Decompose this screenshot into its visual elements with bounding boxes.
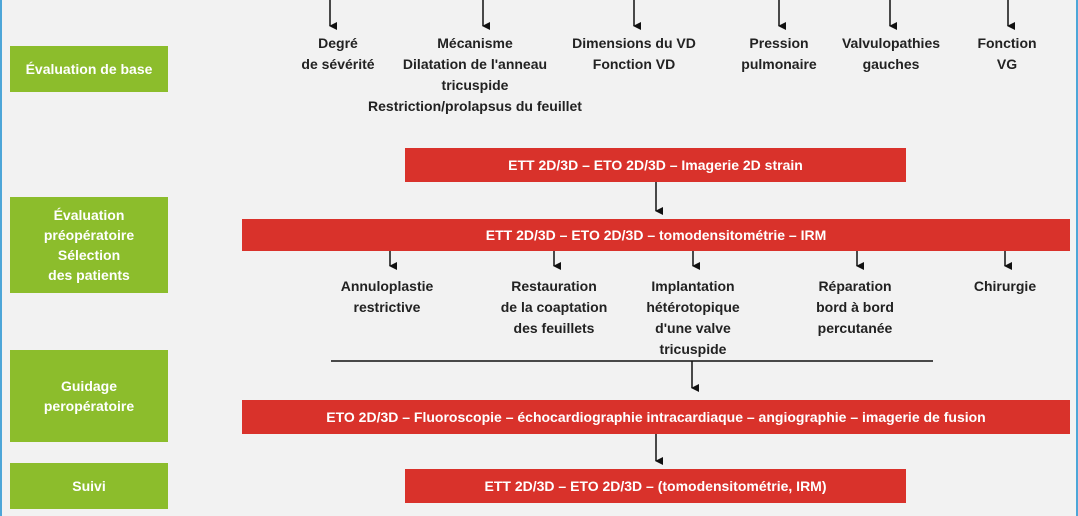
stage-periop: Guidage peropératoire — [10, 350, 168, 442]
stage-preop: Évaluation préopératoire Sélection des patients — [10, 197, 168, 293]
treatment-edge-to-edge: Réparation bord à bord percutanée — [816, 278, 894, 336]
imaging-bar-followup: ETT 2D/3D – ETO 2D/3D – (tomodensitométrie, IRM) — [405, 469, 906, 503]
baseline-item-severity: Degré de sévérité — [301, 35, 375, 72]
baseline-item-pulmonary-pressure: Pression pulmonaire — [741, 35, 817, 72]
treatment-coaptation: Restauration de la coaptation des feuillets — [500, 278, 608, 336]
treatment-surgery: Chirurgie — [973, 278, 1037, 294]
baseline-item-lv-function: Fonction VG — [977, 35, 1037, 72]
baseline-item-mechanism: Mécanisme Dilatation de l'anneau tricuspide Restriction/prolapsus du feuillet — [368, 35, 582, 114]
imaging-bar-baseline: ETT 2D/3D – ETO 2D/3D – Imagerie 2D strain — [405, 148, 906, 182]
treatment-annuloplasty: Annuloplastie restrictive — [340, 278, 434, 315]
stage-followup: Suivi — [10, 463, 168, 509]
imaging-bar-periop: ETO 2D/3D – Fluoroscopie – échocardiographie intracardiaque – angiographie – imagerie de fusion — [242, 400, 1070, 434]
baseline-item-left-valve-disease: Valvulopathies gauches — [841, 35, 941, 72]
stage-baseline: Évaluation de base — [10, 46, 168, 92]
baseline-item-rv: Dimensions du VD Fonction VD — [572, 35, 696, 72]
treatment-heterotopic: Implantation hétérotopique d'une valve tricuspide — [646, 278, 740, 357]
imaging-bar-preop: ETT 2D/3D – ETO 2D/3D – tomodensitométrie – IRM — [242, 219, 1070, 251]
